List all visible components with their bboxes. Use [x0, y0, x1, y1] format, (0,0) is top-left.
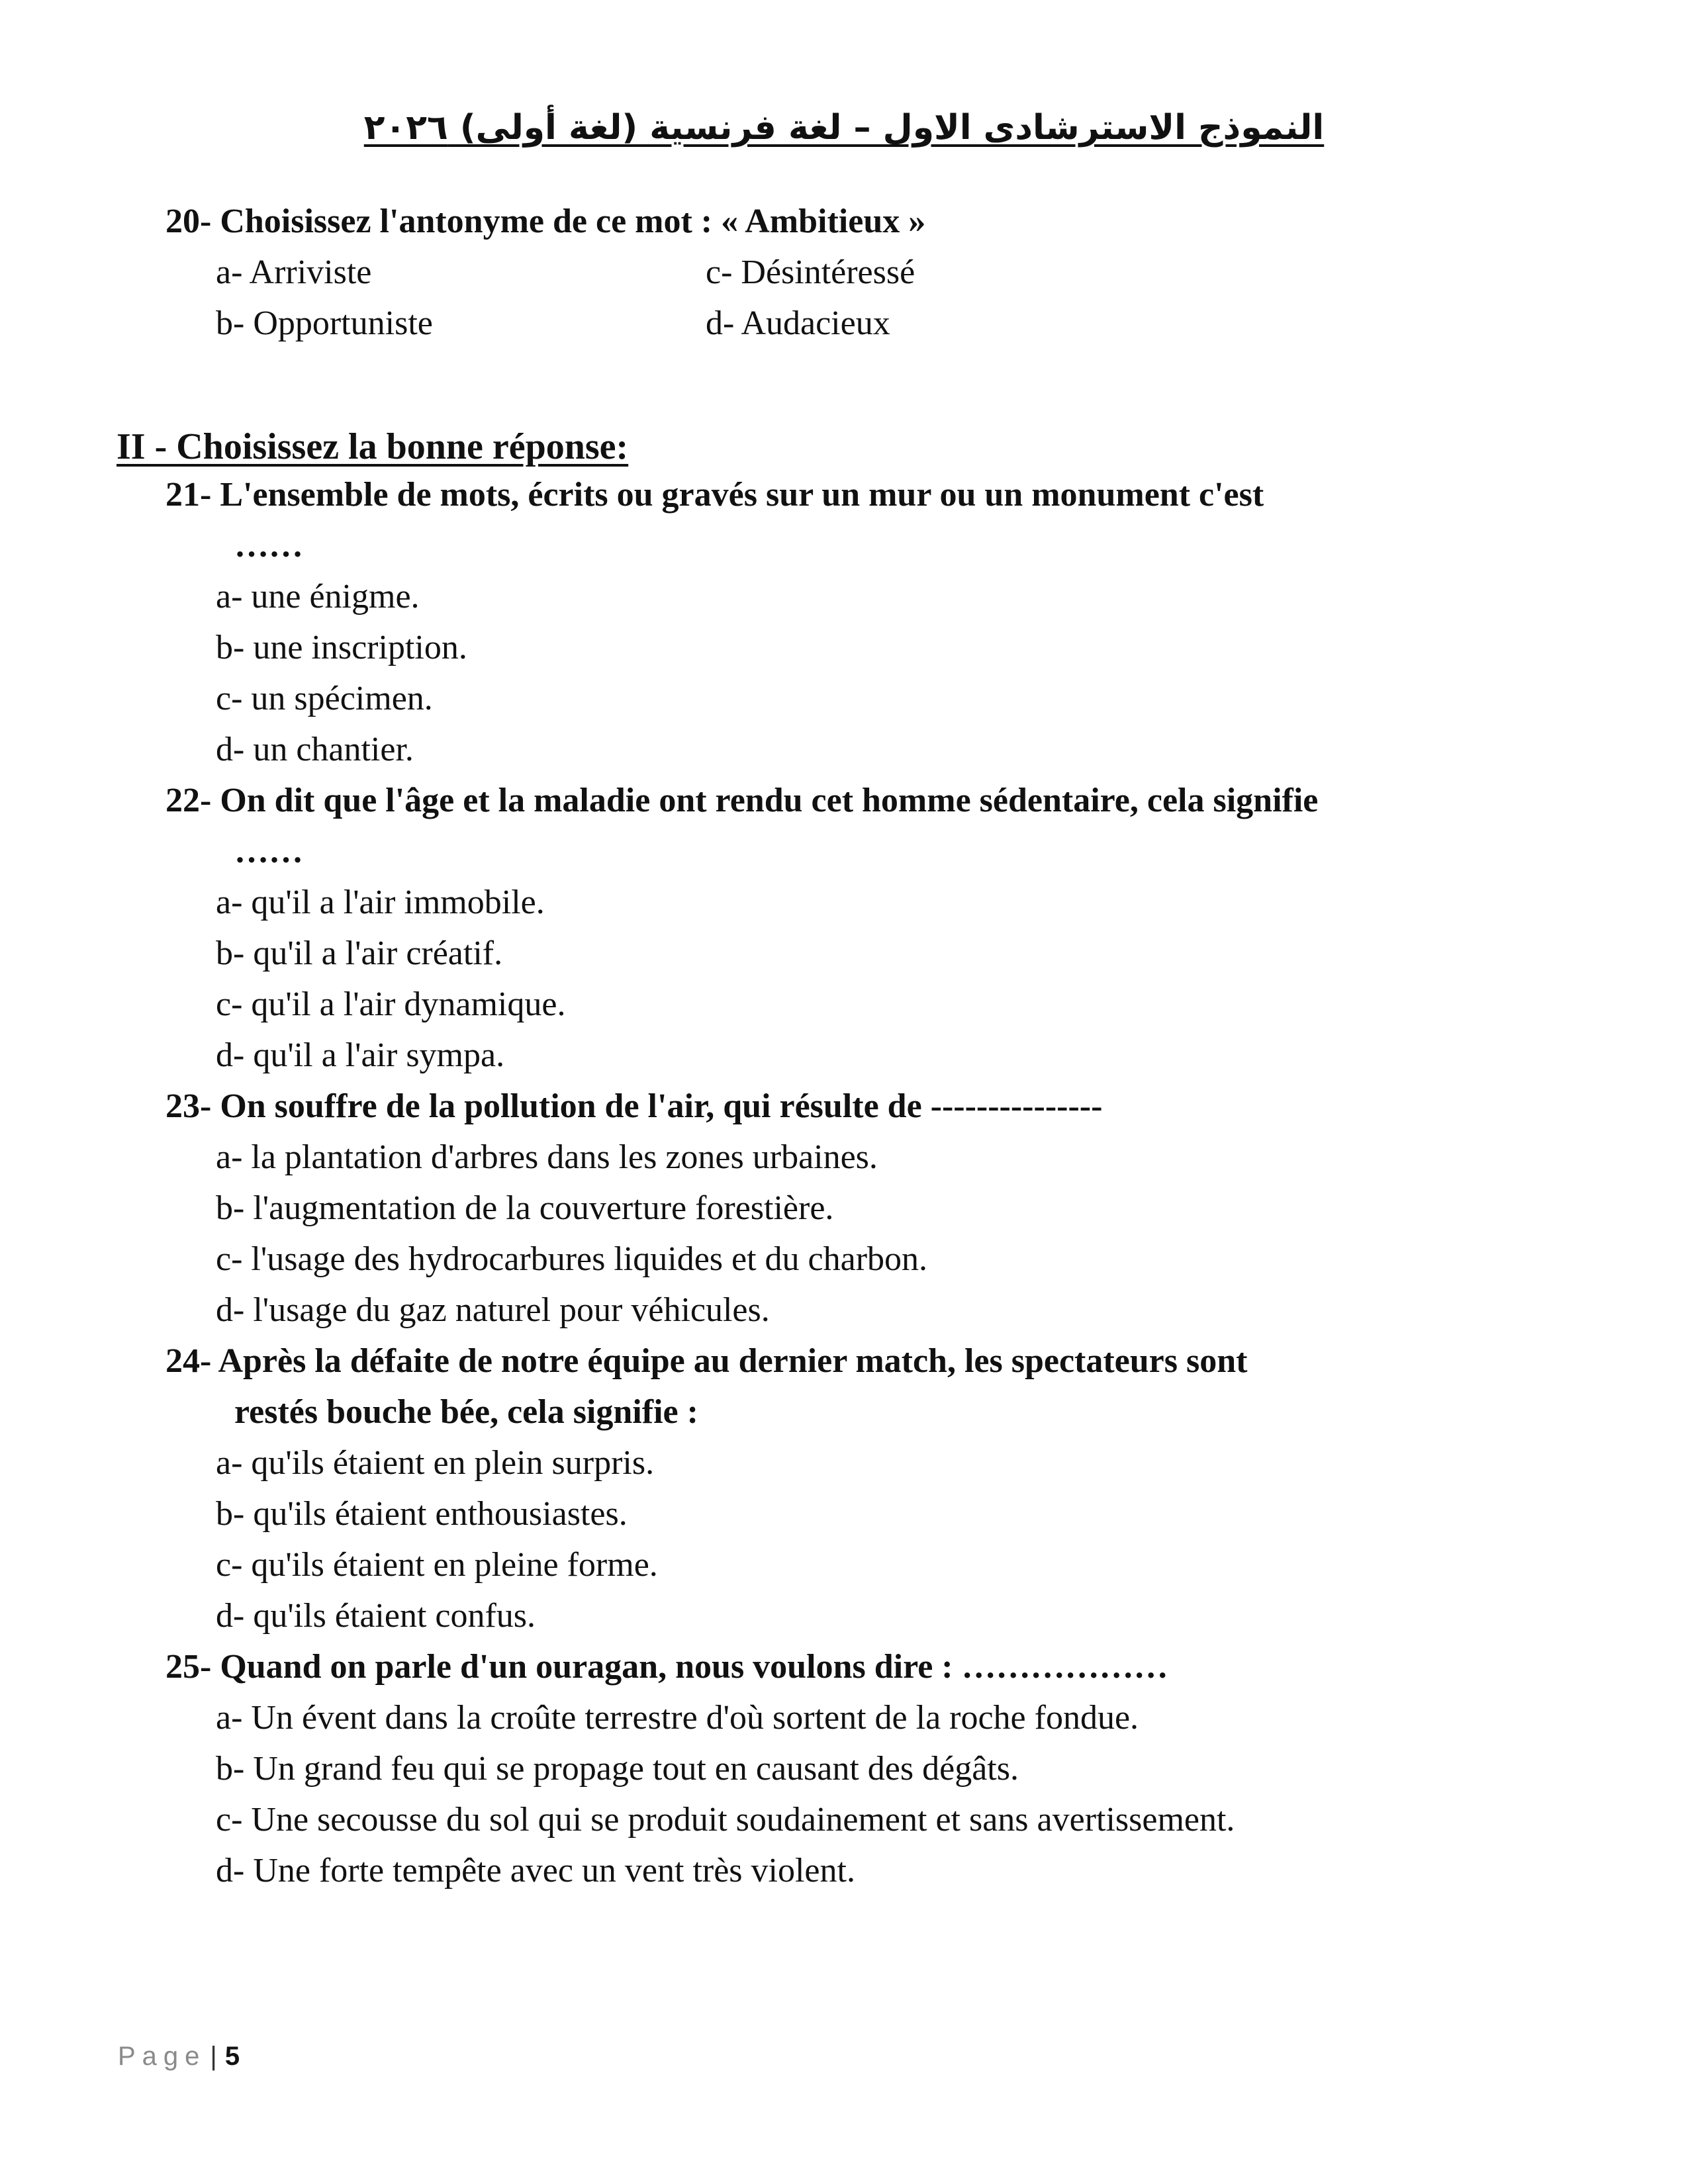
q21-option-a: a- une énigme. — [216, 578, 420, 615]
question-23: 23- On souffre de la pollution de l'air, qui résulte de --------------- — [165, 1087, 1103, 1125]
q22-option-d: d- qu'il a l'air sympa. — [216, 1036, 505, 1074]
page-number: 5 — [224, 2042, 240, 2071]
q22-option-b: b- qu'il a l'air créatif. — [216, 934, 503, 972]
question-20: 20- Choisissez l'antonyme de ce mot : « Ambitieux » — [165, 203, 926, 240]
page-footer — [118, 2040, 240, 2073]
section-heading: II - Choisissez la bonne réponse: — [117, 426, 629, 467]
q22-option-a: a- qu'il a l'air immobile. — [216, 884, 545, 921]
q20-option-b: b- Opportuniste — [216, 304, 433, 342]
question-21-continuation: …… — [234, 527, 303, 565]
q22-option-c: c- qu'il a l'air dynamique. — [216, 985, 566, 1023]
q23-option-a: a- la plantation d'arbres dans les zones urbaines. — [216, 1138, 878, 1176]
question-24-continuation: restés bouche bée, cela signifie : — [234, 1393, 698, 1431]
q24-option-d: d- qu'ils étaient confus. — [216, 1597, 536, 1635]
page-title-text: النموذج الاسترشادى الاول – لغة فرنسية (لغة أولى) ٢٠٢٦ — [363, 108, 1325, 148]
q24-option-c: c- qu'ils étaient en pleine forme. — [216, 1546, 658, 1584]
page-separator: | — [210, 2042, 217, 2071]
q25-option-a: a- Un évent dans la croûte terrestre d'où sortent de la roche fondue. — [216, 1699, 1139, 1737]
question-22: 22- On dit que l'âge et la maladie ont rendu cet homme sédentaire, cela signifie — [165, 782, 1319, 819]
question-25: 25- Quand on parle d'un ouragan, nous voulons dire : ……………… — [165, 1648, 1168, 1686]
question-22-continuation: …… — [234, 833, 303, 870]
q25-option-d: d- Une forte tempête avec un vent très violent. — [216, 1852, 855, 1889]
q20-option-a: a- Arriviste — [216, 253, 372, 291]
q24-option-b: b- qu'ils étaient enthousiastes. — [216, 1495, 628, 1533]
q20-option-d: d- Audacieux — [706, 304, 890, 342]
q25-option-c: c- Une secousse du sol qui se produit soudainement et sans avertissement. — [216, 1801, 1235, 1839]
page-title — [0, 105, 1688, 151]
page-label: Page — [118, 2042, 207, 2071]
q21-option-d: d- un chantier. — [216, 731, 414, 768]
q23-option-c: c- l'usage des hydrocarbures liquides et du charbon. — [216, 1240, 928, 1278]
q25-option-b: b- Un grand feu qui se propage tout en causant des dégâts. — [216, 1750, 1019, 1788]
question-24: 24- Après la défaite de notre équipe au dernier match, les spectateurs sont — [165, 1342, 1248, 1380]
q23-option-b: b- l'augmentation de la couverture forestière. — [216, 1189, 834, 1227]
q23-option-d: d- l'usage du gaz naturel pour véhicules. — [216, 1291, 770, 1329]
q21-option-c: c- un spécimen. — [216, 680, 433, 717]
q20-option-c: c- Désintéressé — [706, 253, 915, 291]
q24-option-a: a- qu'ils étaient en plein surpris. — [216, 1444, 655, 1482]
q21-option-b: b- une inscription. — [216, 629, 467, 666]
question-21: 21- L'ensemble de mots, écrits ou gravés sur un mur ou un monument c'est — [165, 476, 1264, 514]
